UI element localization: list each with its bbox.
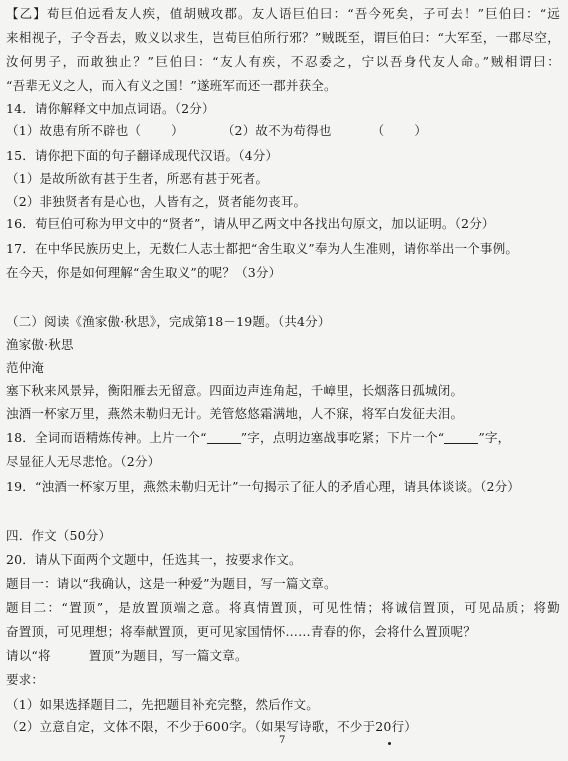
requirements-title: 要求： bbox=[6, 672, 45, 687]
essay-topic-2-line-2: 奋置顶，可见理想；将奉献置顶，更可见家国情怀……青春的你，会将什么置顶呢？ bbox=[6, 624, 476, 639]
passage-yi-line-4: “吾辈无义之人，而入有义之国！”遂班军而还一郡并获全。 bbox=[6, 78, 337, 93]
question-15-item-2: （2）非独贤者有是心也，人皆有之，贤者能勿丧耳。 bbox=[6, 194, 307, 209]
essay-topic-2-line-3: 请以“将 置顶”为题目，写一篇文章。 bbox=[6, 648, 248, 663]
page-number: 7 bbox=[279, 735, 286, 746]
poem-title: 渔家傲·秋思 bbox=[6, 337, 74, 352]
question-19: 19．“浊酒一杯家万里，燕然未勒归无计”一句揭示了征人的矛盾心理，请具体谈谈。（2分） bbox=[6, 479, 520, 494]
answer-blank bbox=[444, 431, 478, 444]
question-14-items: （1）故患有所不辟也（ ） （2）故不为苟得也 （ ） bbox=[6, 123, 428, 138]
question-18-line-1: 18．全词而语精炼传神。上片一个“ ”字，点明边塞战事吃紧；下片一个“ ”字， bbox=[6, 430, 511, 445]
requirement-2: （2）立意自定，文体不限，不少于600字。（如果写诗歌，不少于20行） bbox=[6, 719, 417, 734]
question-15-item-1: （1）是故所欲有甚于生者，所恶有甚于死者。 bbox=[6, 171, 269, 186]
question-20: 20．请从下面两个文题中，任选其一，按要求作文。 bbox=[6, 552, 302, 567]
poem-author: 范仲淹 bbox=[6, 360, 45, 375]
passage-yi-line-3: 汝何男子，而敢独止？”巨伯曰：“友人有疾，不忍委之，宁以吾身代友人命。”贼相谓曰： bbox=[6, 54, 560, 69]
question-14-stem: 14．请你解释文中加点词语。（2分） bbox=[6, 101, 215, 116]
essay-topic-1: 题目一：请以“我确认，这是一种爱”为题目，写一篇文章。 bbox=[6, 576, 337, 591]
speck bbox=[388, 742, 391, 745]
question-16: 16．荀巨伯可称为甲文中的“贤者”，请从甲乙两文中各找出句原文，加以证明。（2分） bbox=[6, 216, 495, 231]
poem-verse-2: 浊酒一杯家万里，燕然未勒归无计。羌管悠悠霜满地，人不寐，将军白发征夫泪。 bbox=[6, 406, 464, 421]
question-15-stem: 15．请你把下面的句子翻译成现代汉语。（4分） bbox=[6, 148, 279, 163]
passage-yi-line-1: 【乙】荀巨伯远看友人疾，值胡贼攻郡。友人语巨伯曰：“吾今死矣，子可去！”巨伯曰：“远 bbox=[6, 6, 560, 21]
question-18-line-2: 尽显征人无尽悲怆。（2分） bbox=[6, 454, 161, 469]
requirement-1: （1）如果选择题目二，先把题目补充完整，然后作文。 bbox=[6, 697, 319, 712]
question-14-item-2: （2）故不为苟得也 bbox=[221, 123, 332, 138]
question-14-item-1: （1）故患有所不辟也（ bbox=[6, 123, 142, 138]
poem-verse-1: 塞下秋来风景异，衡阳雁去无留意。四面边声连角起，千嶂里，长烟落日孤城闭。 bbox=[6, 383, 464, 398]
section-2-header: （二）阅读《渔家傲·秋思》，完成第18－19题。（共4分） bbox=[6, 314, 331, 329]
answer-blank bbox=[207, 431, 241, 444]
question-17-line-1: 17．在中华民族历史上，无数仁人志士都把“舍生取义”奉为人生准则，请你举出一个事例。 bbox=[6, 241, 519, 256]
passage-yi-line-2: 来相视子，子令吾去，败义以求生，岂荀巨伯所行邪？”贼既至，谓巨伯曰：“大军至，一郡尽空， bbox=[6, 30, 560, 45]
section-4-header: 四．作文（50分） bbox=[6, 528, 112, 543]
essay-topic-2-line-1: 题目二：“置顶”，是放置顶端之意。将真情置顶，可见性情；将诚信置顶，可见品质；将勤 bbox=[6, 600, 560, 615]
question-17-line-2: 在今天，你是如何理解“舍生取义”的呢？（3分） bbox=[6, 265, 282, 280]
